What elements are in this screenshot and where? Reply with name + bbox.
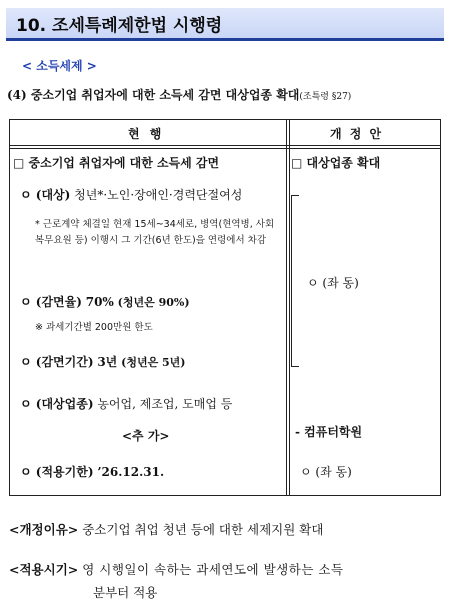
- current-title: □ 중소기업 취업자에 대한 소득세 감면: [13, 156, 220, 170]
- effective-text-1: 영 시행일이 속하는 과세연도에 발생하는 소득: [82, 562, 344, 577]
- header-revised: 개 정 안: [330, 127, 384, 141]
- revised-new-item: - 컴퓨터학원: [295, 425, 363, 439]
- period-label: ㅇ (감면기간): [20, 355, 94, 369]
- target-note: * 근로계약 체결일 현재 15세~34세로, 병역(현역병, 사회복무요원 등) 이행시 그 기간(6년 한도)을 연령에서 차감: [35, 219, 275, 246]
- header-divider: [10, 145, 440, 149]
- revised-same-1: ㅇ (좌 동): [307, 276, 359, 290]
- deadline-label: ㅇ (적용기한): [20, 465, 94, 479]
- revised-title: □ 대상업종 확대: [291, 156, 381, 170]
- period-row: [20, 353, 186, 370]
- rate-value: 70%: [85, 295, 114, 309]
- reason-line: [9, 520, 323, 538]
- target-row: [20, 186, 242, 203]
- rate-label: ㅇ (감면율): [20, 295, 82, 309]
- same-bracket: [291, 195, 299, 367]
- period-youth: (청년은 5년): [121, 356, 186, 369]
- reason-text: 중소기업 취업 청년 등에 대한 세제지원 확대: [82, 522, 324, 537]
- column-divider: [286, 120, 290, 495]
- section-title: 10. 조세특례제한법 시행령: [16, 16, 223, 36]
- effective-label: <적용시기>: [9, 562, 79, 577]
- reason-label: <개정이유>: [9, 522, 79, 537]
- effective-line: [9, 560, 344, 578]
- section-banner: [6, 8, 444, 41]
- added-marker: <추 가>: [122, 429, 170, 443]
- revised-same-2: ㅇ (좌 동): [300, 465, 352, 479]
- target-value: 청년*·노인·장애인·경력단절여성: [74, 188, 243, 202]
- rate-row: [20, 293, 190, 310]
- rate-youth: (청년은 90%): [117, 296, 190, 309]
- period-value: 3년: [97, 355, 118, 369]
- law-reference: (조특령 §27): [299, 92, 352, 102]
- industry-value: 농어업, 제조업, 도매업 등: [97, 397, 233, 411]
- deadline-row: [20, 463, 164, 480]
- item-heading: [7, 86, 351, 103]
- industry-row: [20, 395, 232, 412]
- header-current: 현 행: [128, 127, 165, 141]
- comparison-table: [9, 119, 441, 496]
- heading-text: (4) 중소기업 취업자에 대한 소득세 감면 대상업종 확대: [7, 88, 300, 102]
- category-label: < 소득세제 >: [22, 59, 97, 73]
- target-label: ㅇ (대상): [20, 188, 71, 202]
- effective-text-2: 분부터 적용: [93, 585, 158, 600]
- industry-label: ㅇ (대상업종): [20, 397, 94, 411]
- rate-note: ※ 과세기간별 200만원 한도: [35, 322, 153, 333]
- deadline-value: ’26.12.31.: [97, 465, 165, 479]
